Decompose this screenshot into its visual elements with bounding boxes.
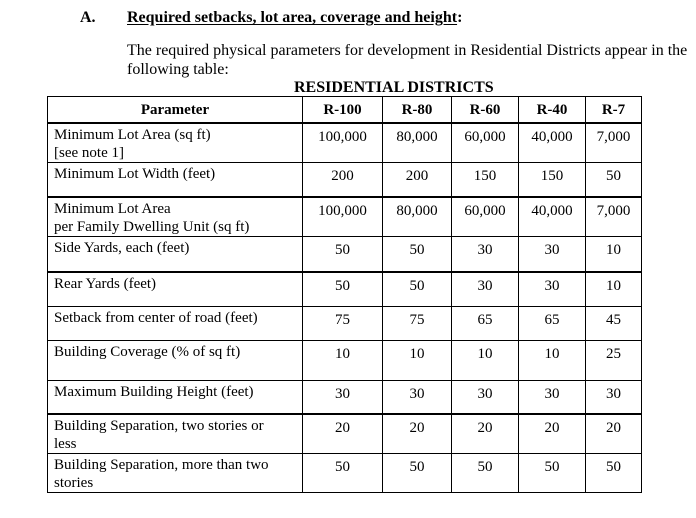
cell-value: 30 (519, 272, 586, 306)
cell-value: 80,000 (383, 123, 452, 163)
header-r-100: R-100 (303, 97, 383, 124)
table-caption: RESIDENTIAL DISTRICTS (294, 79, 494, 96)
cell-value: 150 (519, 163, 586, 197)
cell-value: 75 (303, 306, 383, 340)
header-parameter: Parameter (48, 97, 303, 124)
table-row (48, 163, 642, 197)
row-parameter: Maximum Building Height (feet) (48, 380, 303, 414)
cell-value: 75 (383, 306, 452, 340)
table-row (48, 123, 642, 163)
cell-value: 20 (452, 414, 519, 454)
cell-value: 50 (586, 454, 642, 493)
table-row (48, 306, 642, 340)
row-parameter-note: less (54, 436, 77, 452)
row-parameter-label: Minimum Lot Area (sq ft) (54, 127, 211, 143)
table-row (48, 197, 642, 237)
parameters-table (47, 96, 642, 493)
row-parameter (48, 454, 303, 493)
cell-value: 50 (586, 163, 642, 197)
cell-value: 65 (519, 306, 586, 340)
cell-value: 20 (303, 414, 383, 454)
cell-value: 50 (303, 272, 383, 306)
cell-value: 20 (586, 414, 642, 454)
cell-value: 100,000 (303, 197, 383, 237)
row-parameter-note: [see note 1] (54, 145, 124, 161)
table-row (48, 272, 642, 306)
cell-value: 7,000 (586, 123, 642, 163)
cell-value: 50 (383, 236, 452, 272)
cell-value: 200 (383, 163, 452, 197)
cell-value: 50 (383, 272, 452, 306)
cell-value: 30 (452, 236, 519, 272)
table-row (48, 380, 642, 414)
section-title (127, 9, 462, 27)
row-parameter-note: stories (54, 475, 94, 491)
cell-value: 40,000 (519, 197, 586, 237)
cell-value: 30 (519, 380, 586, 414)
cell-value: 30 (452, 272, 519, 306)
cell-value: 20 (383, 414, 452, 454)
cell-value: 50 (303, 236, 383, 272)
cell-value: 7,000 (586, 197, 642, 237)
cell-value: 100,000 (303, 123, 383, 163)
cell-value: 10 (586, 272, 642, 306)
table-row (48, 454, 642, 493)
cell-value: 60,000 (452, 197, 519, 237)
cell-value: 25 (586, 340, 642, 380)
table-row (48, 236, 642, 272)
cell-value: 30 (452, 380, 519, 414)
row-parameter: Side Yards, each (feet) (48, 236, 303, 272)
row-parameter-note: per Family Dwelling Unit (sq ft) (54, 218, 250, 235)
row-parameter: Setback from center of road (feet) (48, 306, 303, 340)
row-parameter (48, 197, 303, 237)
cell-value: 50 (383, 454, 452, 493)
table-header-row (48, 97, 642, 124)
cell-value: 30 (519, 236, 586, 272)
cell-value: 50 (303, 454, 383, 493)
cell-value: 40,000 (519, 123, 586, 163)
cell-value: 20 (519, 414, 586, 454)
row-parameter-label: Building Separation, more than two (54, 457, 269, 473)
row-parameter (48, 123, 303, 163)
section-letter: A. (80, 9, 96, 26)
cell-value: 50 (519, 454, 586, 493)
header-r-60: R-60 (452, 97, 519, 124)
section-title-colon: : (457, 9, 463, 26)
cell-value: 10 (303, 340, 383, 380)
row-parameter-label: Building Separation, two stories or (54, 418, 264, 434)
cell-value: 10 (452, 340, 519, 380)
cell-value: 45 (586, 306, 642, 340)
table-row (48, 414, 642, 454)
cell-value: 50 (452, 454, 519, 493)
cell-value: 60,000 (452, 123, 519, 163)
cell-value: 65 (452, 306, 519, 340)
header-r-7: R-7 (586, 97, 642, 124)
intro-paragraph: The required physical parameters for development in Residential Districts appear in the following table: (127, 42, 688, 78)
cell-value: 30 (303, 380, 383, 414)
cell-value: 150 (452, 163, 519, 197)
row-parameter-label: Minimum Lot Area (54, 200, 171, 217)
cell-value: 30 (586, 380, 642, 414)
cell-value: 10 (586, 236, 642, 272)
section-title-text: Required setbacks, lot area, coverage and height (127, 9, 458, 26)
cell-value: 200 (303, 163, 383, 197)
row-parameter: Rear Yards (feet) (48, 272, 303, 306)
cell-value: 10 (519, 340, 586, 380)
header-r-40: R-40 (519, 97, 586, 124)
row-parameter: Building Coverage (% of sq ft) (48, 340, 303, 380)
cell-value: 10 (383, 340, 452, 380)
table-row (48, 340, 642, 380)
row-parameter (48, 414, 303, 454)
cell-value: 30 (383, 380, 452, 414)
header-r-80: R-80 (383, 97, 452, 124)
row-parameter: Minimum Lot Width (feet) (48, 163, 303, 197)
cell-value: 80,000 (383, 197, 452, 237)
